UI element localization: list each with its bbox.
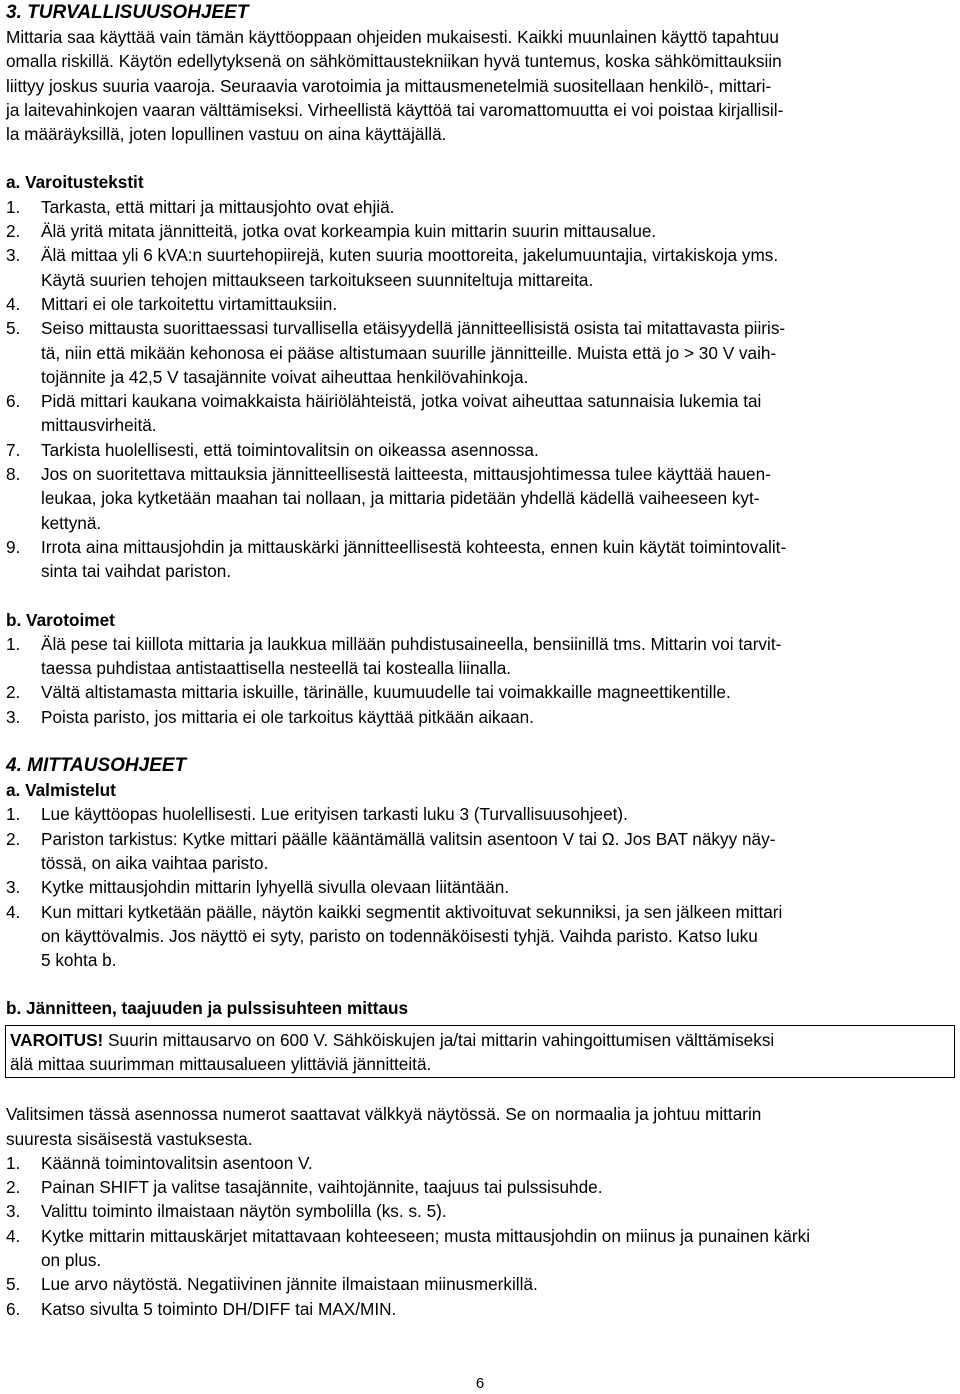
list-item (6, 680, 954, 704)
list-item-number: 4. (6, 901, 21, 922)
list-item-line: kettynä. (41, 512, 102, 533)
note-line: suuresta sisäisestä vastuksesta. (6, 1128, 253, 1149)
list-item-number: 1. (6, 804, 21, 825)
list-item (6, 1151, 954, 1175)
list-item-line: mittausvirheitä. (41, 415, 157, 436)
list-item-line: Tarkasta, että mittari ja mittausjohto ovat ehjiä. (41, 196, 395, 217)
list-item-line: Valittu toiminto ilmaistaan näytön symbolilla (ks. s. 5). (41, 1201, 447, 1222)
list-item-line: tojännite ja 42,5 V tasajännite voivat aiheuttaa henkilövahinkoja. (41, 366, 529, 387)
list-item-text (41, 680, 954, 704)
warning-label: VAROITUS! (10, 1029, 104, 1050)
section-3-title: 3. TURVALLISUUSOHJEET (6, 2, 249, 23)
list-item (6, 1224, 954, 1273)
note-line: Valitsimen tässä asennossa numerot saattavat välkkyä näytössä. Se on normaalia ja johtuu mittarin (6, 1104, 762, 1125)
list-item (6, 1272, 954, 1296)
list-item-text (41, 389, 954, 438)
list-item-text (41, 632, 954, 681)
warning-box (5, 1025, 955, 1079)
list-item-number: 3. (6, 1201, 21, 1222)
list-item-line: Mittari ei ole tarkoitettu virtamittauksiin. (41, 293, 338, 314)
precautions-list (6, 632, 954, 729)
list-item-text (41, 802, 954, 826)
list-item-number: 5. (6, 318, 21, 339)
list-item-line: 5 kohta b. (41, 950, 117, 971)
list-item-text (41, 900, 954, 973)
list-item (6, 705, 954, 729)
list-item (6, 827, 954, 876)
list-item-number: 2. (6, 221, 21, 242)
list-item-line: Poista paristo, jos mittaria ei ole tarkoitus käyttää pitkään aikaan. (41, 706, 534, 727)
list-item-number: 3. (6, 706, 21, 727)
list-item-number: 4. (6, 293, 21, 314)
list-item-line: Kytke mittausjohdin mittarin lyhyellä sivulla olevaan liitäntään. (41, 877, 510, 898)
list-item-text (41, 875, 954, 899)
list-item-number: 1. (6, 633, 21, 654)
list-item (6, 438, 954, 462)
list-item-line: Katso sivulta 5 toiminto DH/DIFF tai MAX/MIN. (41, 1298, 397, 1319)
voltage-steps-list (6, 1151, 954, 1321)
list-item (6, 632, 954, 681)
preparation-subtitle: a. Valmistelut (6, 780, 116, 801)
intro-line: la määräyksillä, joten lopullinen vastuu on aina käyttäjällä. (6, 124, 447, 145)
list-item-line: Älä mittaa yli 6 kVA:n suurtehopiirejä, kuten suuria moottoreita, jakelumuuntajia, virtakiskoja yms. (41, 245, 779, 266)
list-item-number: 8. (6, 464, 21, 485)
list-item-line: Lue arvo näytöstä. Negatiivinen jännite ilmaistaan miinusmerkillä. (41, 1274, 538, 1295)
list-item-text (41, 438, 954, 462)
list-item (6, 1199, 954, 1223)
list-item-text (41, 1297, 954, 1321)
list-item-number: 1. (6, 196, 21, 217)
list-item-line: on plus. (41, 1250, 102, 1271)
list-item-text (41, 1151, 954, 1175)
list-item-line: Pidä mittari kaukana voimakkaista häiriölähteistä, jotka voivat aiheuttaa satunnaisia lukemia tai (41, 391, 762, 412)
list-item-text (41, 219, 954, 243)
list-item-line: sinta tai vaihdat pariston. (41, 561, 232, 582)
list-item-number: 2. (6, 828, 21, 849)
list-item-line: Käytä suurien tehojen mittaukseen tarkoitukseen suunniteltuja mittareita. (41, 269, 594, 290)
list-item-number: 7. (6, 439, 21, 460)
list-item-line: Pariston tarkistus: Kytke mittari päälle kääntämällä valitsin asentoon V tai Ω. Jos BAT näkyy näy- (41, 828, 776, 849)
list-item-line: Irrota aina mittausjohdin ja mittauskärki jännitteellisestä kohteesta, ennen kuin käytät toimintovalit- (41, 536, 787, 557)
list-item-line: Älä yritä mitata jännitteitä, jotka ovat korkeampia kuin mittarin suurin mittausalue. (41, 221, 657, 242)
precautions-subtitle: b. Varotoimet (6, 609, 115, 630)
list-item (6, 389, 954, 438)
section-3-intro (6, 25, 954, 146)
list-item-text (41, 462, 954, 535)
voltage-measurement-subtitle: b. Jännitteen, taajuuden ja pulssisuhteen mittaus (6, 998, 409, 1019)
list-item-line: Käännä toimintovalitsin asentoon V. (41, 1152, 313, 1173)
warning-text: Suurin mittausarvo on 600 V. Sähköiskujen ja/tai mittarin vahingoittumisen välttämiseksi (103, 1029, 775, 1050)
list-item-line: on käyttövalmis. Jos näyttö ei syty, paristo on todennäköisesti tyhjä. Vaihda paristo. Katso luku (41, 925, 758, 946)
preparation-list (6, 802, 954, 972)
page-number: 6 (475, 1375, 485, 1392)
list-item-line: tä, niin että mikään kehonosa ei pääse altistumaan suurille jännitteille. Muista että jo > 30 V vaih- (41, 342, 777, 363)
list-item (6, 535, 954, 584)
list-item-number: 4. (6, 1225, 21, 1246)
list-item-line: Kytke mittarin mittauskärjet mitattavaan kohteeseen; musta mittausjohdin on miinus ja punainen kärki (41, 1225, 811, 1246)
intro-line: omalla riskillä. Käytön edellytyksenä on sähkömittaustekniikan hyvä tuntemus, koska sähkömittauksiin (6, 51, 782, 72)
list-item-number: 3. (6, 877, 21, 898)
list-item-number: 6. (6, 391, 21, 412)
warning-text: älä mittaa suurimman mittausalueen ylittäviä jännitteitä. (10, 1053, 432, 1074)
intro-line: Mittaria saa käyttää vain tämän käyttöoppaan ohjeiden mukaisesti. Kaikki muunlainen käyttö tapahtuu (6, 27, 779, 47)
list-item-line: Älä pese tai kiillota mittaria ja laukkua millään puhdistusaineella, bensiinillä tms. Mittarin voi tarvit- (41, 633, 782, 654)
list-item-line: Seiso mittausta suorittaessasi turvallisella etäisyydellä jännitteellisistä osista tai mitattavasta piiris- (41, 318, 786, 339)
list-item-text (41, 292, 954, 316)
list-item-text (41, 1199, 954, 1223)
list-item (6, 292, 954, 316)
list-item-line: taessa puhdistaa antistaattisella nesteellä tai kostealla liinalla. (41, 658, 512, 679)
list-item-line: Painan SHIFT ja valitse tasajännite, vaihtojännite, taajuus tai pulssisuhde. (41, 1177, 603, 1198)
list-item (6, 462, 954, 535)
list-item-number: 5. (6, 1274, 21, 1295)
list-item-line: tössä, on aika vaihtaa paristo. (41, 852, 269, 873)
note-paragraph (6, 1102, 954, 1151)
list-item-number: 3. (6, 245, 21, 266)
list-item (6, 1175, 954, 1199)
list-item-text (41, 1272, 954, 1296)
list-item (6, 875, 954, 899)
list-item-line: Tarkista huolellisesti, että toimintovalitsin on oikeassa asennossa. (41, 439, 539, 460)
warnings-subtitle: a. Varoitustekstit (6, 172, 144, 193)
list-item-text (41, 827, 954, 876)
intro-line: liittyy joskus suuria vaaroja. Seuraavia varotoimia ja mittausmenetelmiä suositellaan henkilö-, mittari- (6, 75, 772, 96)
list-item (6, 243, 954, 292)
list-item (6, 802, 954, 826)
list-item (6, 900, 954, 973)
list-item-number: 1. (6, 1152, 21, 1173)
list-item-line: Lue käyttöopas huolellisesti. Lue erityisen tarkasti luku 3 (Turvallisuusohjeet). (41, 804, 628, 825)
list-item (6, 316, 954, 389)
list-item-number: 6. (6, 1298, 21, 1319)
list-item-text (41, 316, 954, 389)
list-item-line: Kun mittari kytketään päälle, näytön kaikki segmentit aktivoituvat sekunniksi, ja sen jälkeen mittari (41, 901, 783, 922)
list-item (6, 1297, 954, 1321)
list-item (6, 195, 954, 219)
list-item-number: 9. (6, 536, 21, 557)
list-item-text (41, 195, 954, 219)
document-page (6, 0, 954, 1321)
list-item-number: 2. (6, 1177, 21, 1198)
list-item-text (41, 243, 954, 292)
section-4-title: 4. MITTAUSOHJEET (6, 755, 187, 777)
list-item-line: leukaa, joka kytketään maahan tai nollaan, ja mittaria pidetään yhdellä kädellä vaiheeseen kyt- (41, 488, 760, 509)
list-item-text (41, 535, 954, 584)
list-item-text (41, 1175, 954, 1199)
list-item-text (41, 705, 954, 729)
warnings-list (6, 195, 954, 584)
list-item-text (41, 1224, 954, 1273)
intro-line: ja laitevahinkojen vaaran välttämiseksi. Virheellistä käyttöä tai varomattomuutta ei voi poistaa kirjallisil- (6, 99, 784, 120)
list-item-number: 2. (6, 682, 21, 703)
list-item-line: Vältä altistamasta mittaria iskuille, tärinälle, kuumuudelle tai voimakkaille magneettikentille. (41, 682, 731, 703)
list-item (6, 219, 954, 243)
list-item-line: Jos on suoritettava mittauksia jännitteellisestä laitteesta, mittausjohtimessa tulee käyttää hauen- (41, 464, 771, 485)
